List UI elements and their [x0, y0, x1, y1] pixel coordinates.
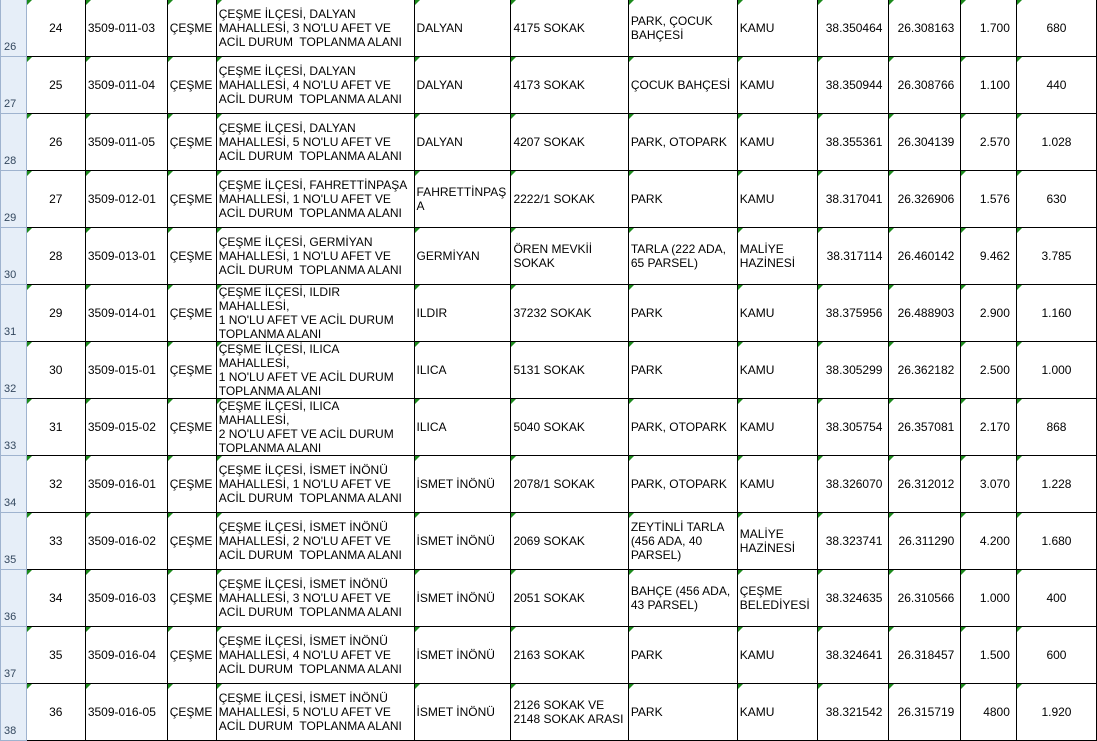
cell-longitude[interactable]: 26.357081 [889, 399, 961, 456]
cell-no[interactable]: 26 [26, 114, 85, 171]
cell-owner[interactable]: KAMU [737, 114, 817, 171]
cell-neighborhood[interactable]: DALYAN [414, 114, 511, 171]
row-header[interactable]: 37 [1, 627, 27, 684]
row-header[interactable]: 26 [1, 0, 27, 57]
cell-code[interactable]: 3509-011-04 [85, 57, 167, 114]
cell-latitude[interactable]: 38.324641 [817, 627, 889, 684]
cell-description[interactable]: ÇEŞME İLÇESİ, İSMET İNÖNÜ MAHALLESİ, 3 NO'LU AFET VE ACİL DURUM TOPLANMA ALANI [216, 570, 414, 627]
cell-no[interactable]: 33 [26, 513, 85, 570]
cell-owner[interactable]: KAMU [737, 285, 817, 342]
cell-neighborhood[interactable]: DALYAN [414, 0, 511, 57]
cell-description[interactable]: ÇEŞME İLÇESİ, İSMET İNÖNÜ MAHALLESİ, 4 NO'LU AFET VE ACİL DURUM TOPLANMA ALANI [216, 627, 414, 684]
cell-area[interactable]: 3.070 [961, 456, 1017, 513]
cell-description[interactable]: ÇEŞME İLÇESİ, DALYAN MAHALLESİ, 5 NO'LU AFET VE ACİL DURUM TOPLANMA ALANI [216, 114, 414, 171]
cell-district[interactable]: ÇEŞME [167, 228, 216, 285]
cell-usage[interactable]: PARK, ÇOCUK BAHÇESİ [628, 0, 737, 57]
cell-area[interactable]: 2.900 [961, 285, 1017, 342]
cell-latitude[interactable]: 38.305754 [817, 399, 889, 456]
cell-usage[interactable]: TARLA (222 ADA, 65 PARSEL) [628, 228, 737, 285]
row-header[interactable]: 32 [1, 342, 27, 399]
row-header[interactable]: 31 [1, 285, 27, 342]
cell-code[interactable]: 3509-011-03 [85, 0, 167, 57]
table-row [1, 0, 1097, 57]
cell-description[interactable]: ÇEŞME İLÇESİ, ILICA MAHALLESİ, 1 NO'LU AFET VE ACİL DURUM TOPLANMA ALANI [216, 342, 414, 399]
cell-area[interactable]: 1.700 [961, 0, 1017, 57]
cell-code[interactable]: 3509-016-02 [85, 513, 167, 570]
cell-longitude[interactable]: 26.311290 [889, 513, 961, 570]
cell-street[interactable]: 4173 SOKAK [511, 57, 628, 114]
cell-neighborhood[interactable]: GERMİYAN [414, 228, 511, 285]
cell-code[interactable]: 3509-015-02 [85, 399, 167, 456]
table-row [1, 627, 1097, 684]
cell-street[interactable]: 4175 SOKAK [511, 0, 628, 57]
cell-latitude[interactable]: 38.323741 [817, 513, 889, 570]
cell-no[interactable]: 32 [26, 456, 85, 513]
cell-area[interactable]: 1.576 [961, 171, 1017, 228]
table-row [1, 171, 1097, 228]
cell-owner[interactable]: MALİYE HAZİNESİ [737, 228, 817, 285]
cell-capacity[interactable]: 868 [1016, 399, 1096, 456]
row-header[interactable]: 34 [1, 456, 27, 513]
cell-latitude[interactable]: 38.305299 [817, 342, 889, 399]
cell-street[interactable]: 4207 SOKAK [511, 114, 628, 171]
table-row [1, 399, 1097, 456]
cell-district[interactable]: ÇEŞME [167, 399, 216, 456]
cell-capacity[interactable]: 1.228 [1016, 456, 1096, 513]
cell-capacity[interactable]: 3.785 [1016, 228, 1096, 285]
cell-owner[interactable]: KAMU [737, 0, 817, 57]
cell-description[interactable]: ÇEŞME İLÇESİ, İSMET İNÖNÜ MAHALLESİ, 2 NO'LU AFET VE ACİL DURUM TOPLANMA ALANI [216, 513, 414, 570]
row-header[interactable]: 38 [1, 684, 27, 741]
cell-district[interactable]: ÇEŞME [167, 684, 216, 741]
cell-no[interactable]: 36 [26, 684, 85, 741]
cell-description[interactable]: ÇEŞME İLÇESİ, İSMET İNÖNÜ MAHALLESİ, 1 NO'LU AFET VE ACİL DURUM TOPLANMA ALANI [216, 456, 414, 513]
cell-capacity[interactable]: 1.920 [1016, 684, 1096, 741]
cell-capacity[interactable]: 1.000 [1016, 342, 1096, 399]
cell-owner[interactable]: KAMU [737, 627, 817, 684]
cell-area[interactable]: 1.500 [961, 627, 1017, 684]
table-row [1, 114, 1097, 171]
cell-street[interactable]: 2163 SOKAK [511, 627, 628, 684]
cell-capacity[interactable]: 440 [1016, 57, 1096, 114]
cell-district[interactable]: ÇEŞME [167, 627, 216, 684]
cell-longitude[interactable]: 26.488903 [889, 285, 961, 342]
table-row [1, 57, 1097, 114]
cell-latitude[interactable]: 38.350944 [817, 57, 889, 114]
cell-area[interactable]: 1.100 [961, 57, 1017, 114]
cell-owner[interactable]: KAMU [737, 684, 817, 741]
cell-owner[interactable]: KAMU [737, 57, 817, 114]
cell-no[interactable]: 35 [26, 627, 85, 684]
table-row [1, 513, 1097, 570]
table-body [1, 0, 1097, 741]
cell-capacity[interactable]: 1.680 [1016, 513, 1096, 570]
cell-area[interactable]: 1.000 [961, 570, 1017, 627]
cell-capacity[interactable]: 600 [1016, 627, 1096, 684]
cell-street[interactable]: 2069 SOKAK [511, 513, 628, 570]
cell-usage[interactable]: PARK [628, 627, 737, 684]
cell-code[interactable]: 3509-015-01 [85, 342, 167, 399]
cell-no[interactable]: 34 [26, 570, 85, 627]
cell-district[interactable]: ÇEŞME [167, 513, 216, 570]
cell-street[interactable]: 2051 SOKAK [511, 570, 628, 627]
cell-capacity[interactable]: 1.028 [1016, 114, 1096, 171]
cell-longitude[interactable]: 26.312012 [889, 456, 961, 513]
cell-usage[interactable]: PARK, OTOPARK [628, 399, 737, 456]
cell-longitude[interactable]: 26.326906 [889, 171, 961, 228]
cell-usage[interactable]: ÇOCUK BAHÇESİ [628, 57, 737, 114]
cell-neighborhood[interactable]: FAHRETTİNPAŞ A [414, 171, 511, 228]
cell-neighborhood[interactable]: ILICA [414, 399, 511, 456]
cell-longitude[interactable]: 26.318457 [889, 627, 961, 684]
cell-owner[interactable]: KAMU [737, 456, 817, 513]
cell-usage[interactable]: PARK, OTOPARK [628, 456, 737, 513]
cell-street[interactable]: 37232 SOKAK [511, 285, 628, 342]
cell-usage[interactable]: PARK [628, 684, 737, 741]
cell-owner[interactable]: KAMU [737, 399, 817, 456]
cell-description[interactable]: ÇEŞME İLÇESİ, İSMET İNÖNÜ MAHALLESİ, 5 NO'LU AFET VE ACİL DURUM TOPLANMA ALANI [216, 684, 414, 741]
cell-latitude[interactable]: 38.326070 [817, 456, 889, 513]
cell-street[interactable]: 5040 SOKAK [511, 399, 628, 456]
cell-district[interactable]: ÇEŞME [167, 114, 216, 171]
cell-code[interactable]: 3509-012-01 [85, 171, 167, 228]
cell-area[interactable]: 2.570 [961, 114, 1017, 171]
cell-description[interactable]: ÇEŞME İLÇESİ, GERMİYAN MAHALLESİ, 1 NO'LU AFET VE ACİL DURUM TOPLANMA ALANI [216, 228, 414, 285]
cell-code[interactable]: 3509-016-04 [85, 627, 167, 684]
cell-description[interactable]: ÇEŞME İLÇESİ, ILDIR MAHALLESİ, 1 NO'LU AFET VE ACİL DURUM TOPLANMA ALANI [216, 285, 414, 342]
cell-latitude[interactable]: 38.355361 [817, 114, 889, 171]
cell-latitude[interactable]: 38.317041 [817, 171, 889, 228]
cell-usage[interactable]: PARK, OTOPARK [628, 114, 737, 171]
cell-area[interactable]: 2.500 [961, 342, 1017, 399]
row-header[interactable]: 35 [1, 513, 27, 570]
row-header[interactable]: 36 [1, 570, 27, 627]
cell-no[interactable]: 24 [26, 0, 85, 57]
table-row [1, 570, 1097, 627]
cell-latitude[interactable]: 38.317114 [817, 228, 889, 285]
cell-owner[interactable]: ÇEŞME BELEDİYESİ [737, 570, 817, 627]
cell-district[interactable]: ÇEŞME [167, 57, 216, 114]
cell-description[interactable]: ÇEŞME İLÇESİ, ILICA MAHALLESİ, 2 NO'LU AFET VE ACİL DURUM TOPLANMA ALANI [216, 399, 414, 456]
cell-area[interactable]: 4800 [961, 684, 1017, 741]
cell-district[interactable]: ÇEŞME [167, 342, 216, 399]
cell-capacity[interactable]: 630 [1016, 171, 1096, 228]
cell-longitude[interactable]: 26.304139 [889, 114, 961, 171]
table-row [1, 456, 1097, 513]
cell-owner[interactable]: KAMU [737, 171, 817, 228]
cell-street[interactable]: 2126 SOKAK VE 2148 SOKAK ARASI [511, 684, 628, 741]
row-header[interactable]: 29 [1, 171, 27, 228]
cell-capacity[interactable]: 1.160 [1016, 285, 1096, 342]
cell-district[interactable]: ÇEŞME [167, 0, 216, 57]
cell-neighborhood[interactable]: İSMET İNÖNÜ [414, 456, 511, 513]
cell-no[interactable]: 25 [26, 57, 85, 114]
cell-area[interactable]: 2.170 [961, 399, 1017, 456]
cell-latitude[interactable]: 38.324635 [817, 570, 889, 627]
table-row [1, 228, 1097, 285]
cell-usage[interactable]: PARK [628, 342, 737, 399]
cell-no[interactable]: 29 [26, 285, 85, 342]
cell-neighborhood[interactable]: İSMET İNÖNÜ [414, 570, 511, 627]
cell-street[interactable]: 2078/1 SOKAK [511, 456, 628, 513]
cell-no[interactable]: 27 [26, 171, 85, 228]
cell-neighborhood[interactable]: İSMET İNÖNÜ [414, 684, 511, 741]
cell-longitude[interactable]: 26.308766 [889, 57, 961, 114]
cell-latitude[interactable]: 38.321542 [817, 684, 889, 741]
cell-owner[interactable]: MALİYE HAZİNESİ [737, 513, 817, 570]
row-header[interactable]: 28 [1, 114, 27, 171]
cell-description[interactable]: ÇEŞME İLÇESİ, FAHRETTİNPAŞA MAHALLESİ, 1 NO'LU AFET VE ACİL DURUM TOPLANMA ALANI [216, 171, 414, 228]
cell-area[interactable]: 4.200 [961, 513, 1017, 570]
cell-usage[interactable]: ZEYTİNLİ TARLA (456 ADA, 40 PARSEL) [628, 513, 737, 570]
cell-street[interactable]: 2222/1 SOKAK [511, 171, 628, 228]
cell-street[interactable]: ÖREN MEVKİİ SOKAK [511, 228, 628, 285]
cell-district[interactable]: ÇEŞME [167, 171, 216, 228]
cell-longitude[interactable]: 26.310566 [889, 570, 961, 627]
cell-neighborhood[interactable]: ILDIR [414, 285, 511, 342]
cell-code[interactable]: 3509-016-05 [85, 684, 167, 741]
cell-longitude[interactable]: 26.315719 [889, 684, 961, 741]
cell-longitude[interactable]: 26.362182 [889, 342, 961, 399]
cell-code[interactable]: 3509-016-03 [85, 570, 167, 627]
cell-usage[interactable]: PARK [628, 171, 737, 228]
cell-neighborhood[interactable]: İSMET İNÖNÜ [414, 513, 511, 570]
cell-district[interactable]: ÇEŞME [167, 456, 216, 513]
row-header[interactable]: 27 [1, 57, 27, 114]
cell-latitude[interactable]: 38.350464 [817, 0, 889, 57]
cell-district[interactable]: ÇEŞME [167, 570, 216, 627]
cell-capacity[interactable]: 680 [1016, 0, 1096, 57]
table-row [1, 285, 1097, 342]
cell-no[interactable]: 28 [26, 228, 85, 285]
cell-no[interactable]: 31 [26, 399, 85, 456]
cell-usage[interactable]: PARK [628, 285, 737, 342]
cell-area[interactable]: 9.462 [961, 228, 1017, 285]
cell-code[interactable]: 3509-013-01 [85, 228, 167, 285]
cell-neighborhood[interactable]: DALYAN [414, 57, 511, 114]
row-header[interactable]: 33 [1, 399, 27, 456]
cell-neighborhood[interactable]: ILICA [414, 342, 511, 399]
cell-usage[interactable]: BAHÇE (456 ADA, 43 PARSEL) [628, 570, 737, 627]
cell-street[interactable]: 5131 SOKAK [511, 342, 628, 399]
cell-code[interactable]: 3509-011-05 [85, 114, 167, 171]
cell-description[interactable]: ÇEŞME İLÇESİ, DALYAN MAHALLESİ, 4 NO'LU AFET VE ACİL DURUM TOPLANMA ALANI [216, 57, 414, 114]
cell-no[interactable]: 30 [26, 342, 85, 399]
cell-district[interactable]: ÇEŞME [167, 285, 216, 342]
cell-code[interactable]: 3509-014-01 [85, 285, 167, 342]
table-row [1, 684, 1097, 741]
row-header[interactable]: 30 [1, 228, 27, 285]
cell-description[interactable]: ÇEŞME İLÇESİ, DALYAN MAHALLESİ, 3 NO'LU AFET VE ACİL DURUM TOPLANMA ALANI [216, 0, 414, 57]
cell-neighborhood[interactable]: İSMET İNÖNÜ [414, 627, 511, 684]
cell-capacity[interactable]: 400 [1016, 570, 1096, 627]
cell-owner[interactable]: KAMU [737, 342, 817, 399]
table-row [1, 342, 1097, 399]
cell-longitude[interactable]: 26.308163 [889, 0, 961, 57]
cell-latitude[interactable]: 38.375956 [817, 285, 889, 342]
cell-longitude[interactable]: 26.460142 [889, 228, 961, 285]
cell-code[interactable]: 3509-016-01 [85, 456, 167, 513]
